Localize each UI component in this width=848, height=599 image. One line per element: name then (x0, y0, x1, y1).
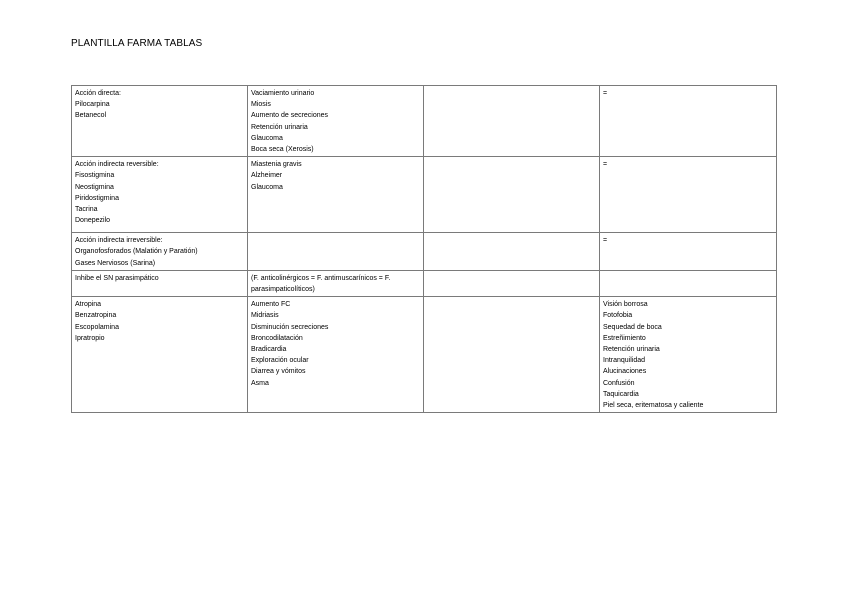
cell-line: = (603, 237, 608, 245)
cell-line: Inhibe el SN parasimpático (75, 274, 159, 282)
pharmacology-table (71, 85, 777, 413)
cell-line: Ipratropio (75, 334, 105, 342)
cell-line: Sequedad de boca (603, 323, 662, 331)
table-row (72, 270, 777, 296)
cell-line: Neostigmina (75, 183, 114, 191)
table-cell-adverse (600, 157, 777, 233)
table-cell-drug-group (72, 297, 248, 413)
table-row (72, 157, 777, 233)
cell-line: Acción directa: (75, 90, 121, 97)
table-cell-empty (424, 157, 600, 233)
cell-line: Retención urinaria (603, 346, 660, 354)
cell-line: Fisostigmina (75, 172, 115, 180)
table-cell-effects (248, 157, 424, 233)
table-cell-empty (600, 270, 777, 296)
cell-line: Tacrina (75, 206, 98, 214)
cell-line: Betanecol (75, 112, 107, 120)
table-cell-drug-group (72, 270, 248, 296)
cell-line: Atropina (75, 301, 102, 309)
cell-line: Miosis (251, 101, 271, 109)
cell-line: Vaciamiento urinario (251, 90, 315, 97)
cell-line: Visión borrosa (603, 301, 648, 309)
table-cell-effects (248, 86, 424, 157)
cell-line: Disminución secreciones (251, 323, 329, 331)
cell-line: Taquicardia (603, 390, 639, 398)
cell-line: Intranquilidad (603, 357, 646, 365)
cell-line: Midriasis (251, 312, 279, 320)
table-cell-empty (424, 86, 600, 157)
table-cell-adverse (600, 297, 777, 413)
cell-line: Boca seca (Xerosis) (251, 146, 314, 154)
cell-line: Pilocarpina (75, 101, 110, 109)
table-row (72, 86, 777, 157)
cell-line: Glaucoma (251, 134, 283, 142)
cell-line: (F. anticolinérgicos = F. antimuscarínicos = F. parasimpaticolíticos) (251, 274, 391, 294)
cell-line: Bradicardia (251, 346, 287, 354)
table-cell-empty (424, 297, 600, 413)
cell-line: Broncodilatación (251, 334, 303, 342)
cell-line: Estreñimiento (603, 334, 646, 342)
cell-line: Benzatropina (75, 312, 117, 320)
cell-line: Glaucoma (251, 183, 283, 191)
cell-line: Piridostigmina (75, 194, 119, 202)
table-cell-drug-group (72, 233, 248, 271)
cell-line: Alzheimer (251, 172, 283, 180)
cell-line: Fotofobia (603, 312, 633, 320)
cell-line: Escopolamina (75, 323, 119, 331)
cell-line: Miastenia gravis (251, 161, 302, 169)
table-cell-empty (424, 233, 600, 271)
table-row (72, 233, 777, 271)
cell-line: Aumento FC (251, 301, 291, 309)
table-cell-adverse (600, 86, 777, 157)
cell-line: Acción indirecta reversible: (75, 161, 159, 169)
cell-line: = (603, 90, 608, 97)
cell-line: Piel seca, eritematosa y caliente (603, 402, 704, 410)
cell-line: = (603, 161, 608, 169)
cell-line: Alucinaciones (603, 368, 647, 376)
cell-line: Asma (251, 379, 269, 387)
page-title: PLANTILLA FARMA TABLAS (71, 38, 203, 49)
table-cell-adverse (600, 233, 777, 271)
cell-line: Exploración ocular (251, 357, 309, 365)
cell-line: Aumento de secreciones (251, 112, 329, 120)
cell-line: Organofosforados (Malatión y Paratión) (75, 248, 198, 256)
cell-line: Confusión (603, 379, 635, 387)
table-cell-effects (248, 297, 424, 413)
table-cell-empty (424, 270, 600, 296)
table-cell-drug-group (72, 86, 248, 157)
cell-line: Donepezilo (75, 217, 111, 225)
cell-line: Diarrea y vómitos (251, 368, 306, 376)
cell-line: Gases Nerviosos (Sarina) (75, 259, 156, 267)
table-cell-empty (248, 233, 424, 271)
table-row (72, 297, 777, 413)
cell-line: Retención urinaria (251, 123, 308, 131)
cell-line: Acción indirecta irreversible: (75, 237, 163, 245)
table-cell-drug-group (72, 157, 248, 233)
table-cell-effects (248, 270, 424, 296)
